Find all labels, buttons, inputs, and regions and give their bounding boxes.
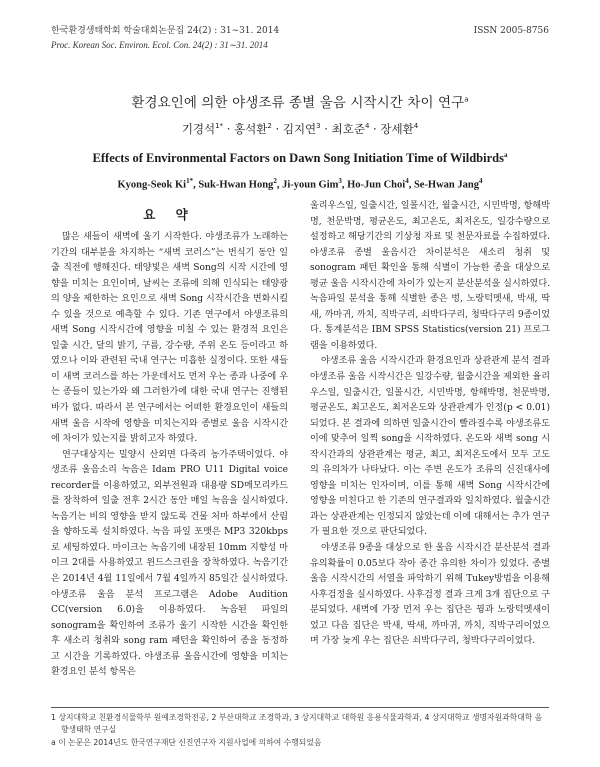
author-separator: , [276, 179, 283, 191]
author-separator: , [408, 179, 414, 191]
author-affiliation-mark: 2 [267, 122, 272, 131]
author-affiliation-mark: 4 [364, 122, 370, 131]
author-separator: , [341, 179, 348, 191]
author-affiliation-mark: 4 [413, 122, 419, 131]
body-paragraph: 많은 새들이 새벽에 울기 시작한다. 야생조류가 노래하는 기간의 대부분을 차지하는 “새벽 코러스”는 번식기 동안 일출 직전에 행해진다. 태양빛은 새벽 Song의 시작 시간에 영향을 미치는 요인이며, 날씨는 조류에 의해 인식되는 태양광의 양을 제한하는 요인으로 새벽 Song 시작시간을 변화시킬 수 있을 것으로 예측할 수 있다. 기존 연구에서 야생조류의 새벽 Song 시작시간에 영향을 미칠 수 있는 환경적 요인은 일출 시간, 달의 밝기, 구름, 강수량, 주위 온도 등이라고 하였으나 이와 관련된 국내 연구는 미흡한 실정이다. 또한 새들이 새벽 코러스를 하는 가운데서도 먼저 우는 종과 나중에 우는 종들이 있는가와 왜 그러한가에 대한 국내 연구는 진행된 바가 없다. 따라서 본 연구에서는 어떠한 환경요인이 새들의 새벽 울음 시작에 영향을 미치는지와 종별로 울음 시작시간에 차이가 있는지를 밝히고자 하였다. [51, 232, 288, 445]
footnotes [51, 707, 549, 749]
author-affiliation-mark: 3 [338, 177, 342, 185]
paper-title-ko [0, 91, 600, 111]
paper-title-en-text: Effects of Environmental Factors on Dawn Song Initiation Time of Wildbirds [92, 151, 504, 166]
author-name: Kyong-Seok Ki [117, 179, 187, 191]
author-name: 김지연 [282, 122, 317, 136]
author-separator: , [193, 179, 199, 191]
body-column-left [51, 230, 288, 681]
author-affiliation-mark: 1* [186, 177, 194, 185]
author-name: Ho-Jun Choi [347, 179, 406, 191]
author-separator: · [271, 122, 283, 136]
author-separator: · [369, 122, 381, 136]
abstract-heading: 요 약 [143, 207, 196, 222]
body-paragraph: 울리우스일, 일출시간, 일몰시간, 월출시간, 시민박명, 항해박명, 천문박명, 평균온도, 최고온도, 최저온도, 일강수량으로 설정하고 해당기간의 기상청 자료 및 천문자료를 수집하였다. 야생조류 종별 울음시간 차이분석은 새소리 청취 및 sonogram 패턴 확인을 통해 식별이 가능한 종을 대상으로 평균 울음 시작시간에 차이가 있는지 분산분석을 실시하였다. 녹음파일 분석을 통해 식별한 종은 벙, 노랑턱멧새, 박새, 딱새, 까마귀, 까치, 직박구리, 쇠박다구리, 청딱다구리 9종이었다. 통계분석은 IBM SPSS Statistics(version 21) 프로그램을 이용하였다. [310, 201, 550, 351]
author-affiliation-mark: 3 [316, 122, 321, 131]
author-list-ko [0, 121, 600, 137]
author-affiliation-mark: 2 [273, 177, 277, 185]
title-footnote-mark: a [464, 95, 469, 104]
author-name: Se-Hwan Jang [413, 179, 479, 191]
issn: ISSN 2005-8756 [473, 26, 549, 36]
footnote: 1 상지대학교 친환경식물학부 원예조경학전공, 2 부산대학교 조경학과, 3 상지대학교 대학원 응용식물과학과, 4 상지대학교 생명자원과학대학 음향생태학 연구실 [51, 713, 543, 735]
footnote: a 이 논문은 2014년도 한국연구재단 신진연구자 지원사업에 의하여 수행되었음 [51, 737, 322, 747]
author-name: Suk-Hwan Hong [198, 179, 274, 191]
author-name: 기경석 [181, 122, 216, 136]
author-name: Ji-youn Gim [282, 179, 339, 191]
author-name: 최호준 [331, 122, 365, 136]
author-name: 홍석환 [234, 122, 268, 136]
journal-header [51, 24, 549, 52]
author-separator: · [320, 122, 332, 136]
journal-citation-en: Proc. Korean Soc. Environ. Ecol. Con. 24(2) : 31∼31. 2014 [51, 40, 268, 50]
body-column-right [310, 199, 550, 650]
body-paragraph: 연구대상지는 밀양시 산외면 다죽리 농가주택이었다. 야생조류 울음소리 녹음은 Idam PRO U11 Digital voice recorder를 이용하였고, 외부전원과 대용량 SD메모리카드를 장착하여 일출 전후 2시간 동안 매일 녹음을 실시하였다. 녹음기는 비의 영향을 받지 않도록 건물 처마 하부에서 산림을 향하도록 설치하였다. 녹음 파일 포맷은 MP3 320kbps로 세팅하였다. 마이크는 녹음기에 내장된 10mm 지향성 마이크 2대를 사용하였고 윈드스크린을 장착하였다. 녹음기간은 2014년 4월 11일에서 7월 4일까지 85일간 실시하였다. 야생조류 울음 분석 프로그램은 Adobe Audition CC(version 6.0)을 이용하였다. 녹음된 파일의 sonogram을 확인하여 조류가 울기 시작한 시간을 확인한 후 새소리 청취와 song ram 패턴을 확인하여 종을 동정하고 시간을 기록하였다. 야생조류 울음시간에 영향을 미치는 환경요인 분석 항목은 [51, 449, 288, 678]
body-paragraph: 야생조류 9종을 대상으로 한 울음 시작시간 분산분석 결과 유의확률이 0.05보다 작아 종간 유의한 차이가 있었다. 종별 울음 시작시간의 서열을 파악하기 위해 Tukey방법을 이용해 사후검정을 실시하였다. 사후검정 결과 크게 3개 집단으로 구분되었다. 새벽에 가장 먼저 우는 집단은 꿩과 노랑턱멧새이었고 다음 집단은 박새, 딱새, 까마귀, 까치, 직박구리이었으며 가장 늦게 우는 집단은 쇠박다구리, 청박다구리이었다. [310, 543, 550, 647]
journal-citation-ko: 한국환경생태학회 학술대회논문집 24(2) : 31∼31. 2014 [51, 26, 280, 36]
paper-title-ko-text: 환경요인에 의한 야생조류 종별 울음 시작시간 차이 연구 [131, 95, 465, 111]
paper-title-en [0, 151, 600, 166]
author-affiliation-mark: 4 [479, 177, 483, 185]
author-affiliation-mark: 4 [405, 177, 409, 185]
title-en-footnote-mark: a [503, 151, 508, 159]
author-name: 장세환 [380, 122, 414, 136]
body-paragraph: 야생조류 울음 시작시간과 환경요인과 상관관계 분석 결과 야생조류 울음 시작시간은 일강수량, 월출시간을 제외한 율리우스일, 일출시간, 일몰시간, 시민박명, 항해박명, 천문박명, 평균온도, 최고온도, 최저온도와 상관관계가 인정(p < 0.01)되었다. 본 결과에 의하면 일출시간이 빨라질수록 야생조류도 이에 맞추어 일찍 song을 시작하였다. 온도와 새벽 song 시작시간과의 상관관계는 평균, 최고, 최저온도에서 모두 고도의 유의차가 나타났다. 이는 주변 온도가 조류의 신진대사에 영향을 미치는 인자이며, 이를 통해 새벽 Song 시작시간에 영향을 미친다고 한 기존의 연구결과와 일치하였다. 월출시간과는 상관관계는 인정되지 않았는데 이에 대해서는 추가 연구가 필요한 것으로 판단되었다. [310, 356, 550, 538]
author-affiliation-mark: 1* [215, 122, 224, 131]
author-list-en [0, 177, 600, 191]
author-separator: · [223, 122, 235, 136]
